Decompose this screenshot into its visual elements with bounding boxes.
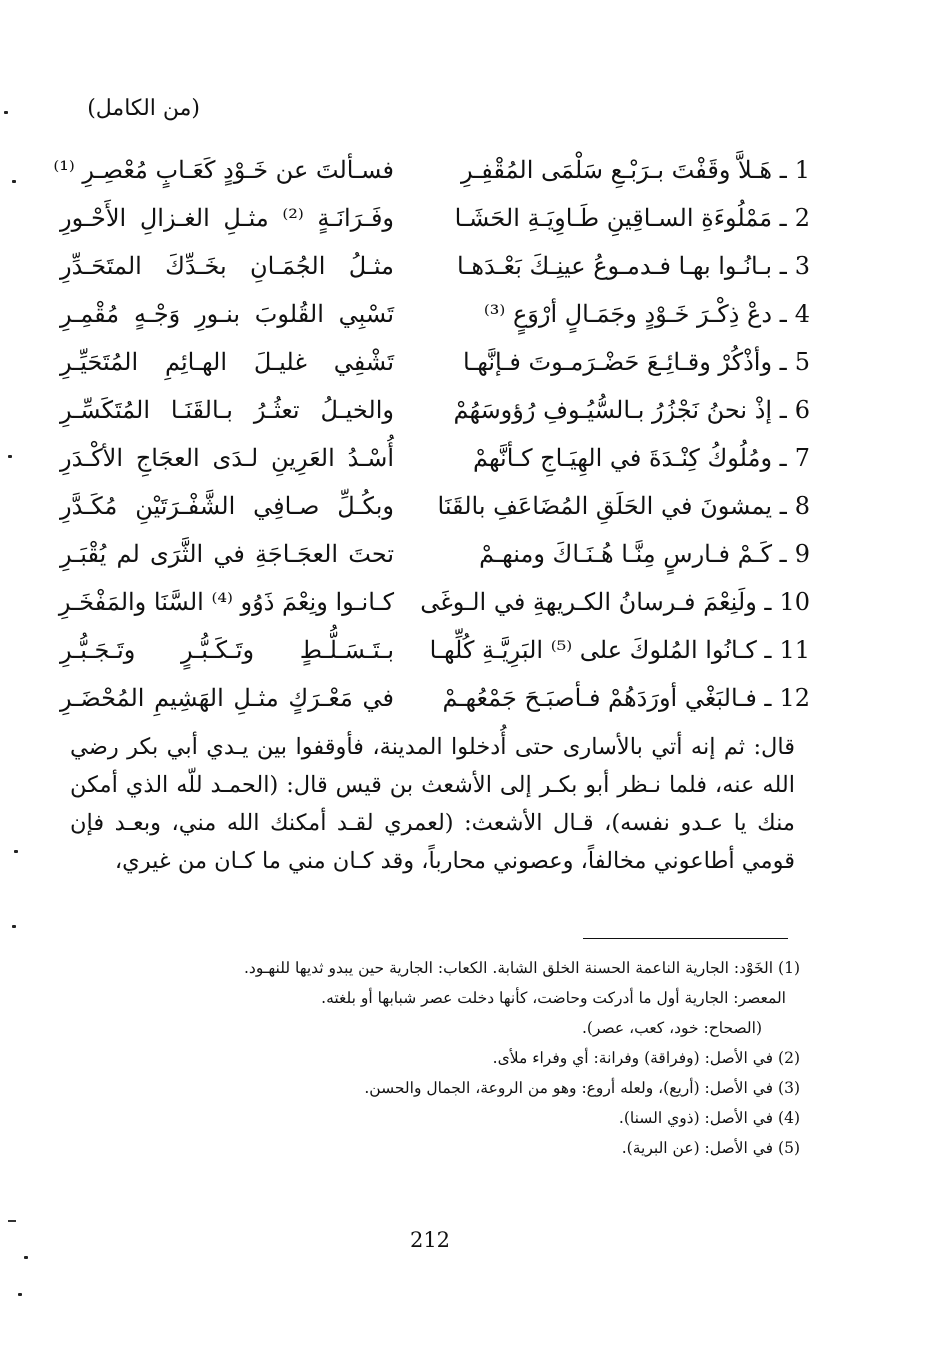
verse-row: [60, 386, 810, 434]
verse-row: [60, 242, 810, 290]
verse-number: 10: [779, 588, 810, 616]
verse-first-hemistich: [429, 626, 810, 674]
verse-row: [60, 434, 810, 482]
meter-label: (من الكامل): [87, 96, 200, 121]
verse-first-hemistich: [440, 674, 810, 722]
verse-first-hemistich: [440, 242, 810, 290]
verse-first-text: ـ ومُلُوكُ كِنْـدَةَ في الهِيَـاجِ كـأنَّهمْ: [473, 444, 787, 472]
verse-first-text: ـ كـانُوا المُلوكَ على ⁽⁵⁾ البَرِيَّـةِ كُلِّهـا: [429, 636, 772, 664]
verse-number: 3: [794, 252, 810, 280]
verse-first-text: ـ ولَنِعْمَ فـرسانُ الكـريهةِ في الـوغَى: [420, 588, 772, 616]
verse-row: [60, 194, 810, 242]
footnote: (الصحاح: خود، كعب، عصر).: [581, 1019, 762, 1037]
footnote: (4) في الأصل: (ذوي السنا).: [618, 1109, 800, 1127]
verse-second-hemistich: فسـألتَ عن خَـوْدٍ كَعَـابٍ مُعْصِـرِ ⁽¹⁾: [53, 156, 394, 184]
scan-speck: [12, 180, 16, 183]
verse-row: [60, 530, 810, 578]
verse-second-hemistich: تَشْفِي غليـلَ الهـائِمِ المُتَحَيِّـرِ: [60, 348, 394, 376]
verse-number: 11: [779, 636, 810, 664]
verse-second-hemistich: كـانـوا ونِعْمَ ذَوُو ⁽⁴⁾ السَّنَا والمَفْخَـرِ: [58, 588, 394, 616]
verse-first-text: ـ كَـمْ فـارسٍ مِنَّـا هُـنَـاكَ ومنهـمْ: [479, 540, 787, 568]
verse-second-hemistich: تَسْبِي القُلوبَ بنـورِ وَجْـهٍ مُقْمِـرِ: [60, 300, 394, 328]
prose-paragraph: [70, 728, 795, 880]
verse-first-text: ـ مَمْلُوءَةِ السـاقِينِ طَـاوِيَـةِ الحَشَـا: [454, 204, 787, 232]
verse-first-text: ـ يمشونَ في الحَلَقِ المُضَاعَفِ بالقَنَا: [437, 492, 787, 520]
verse-first-text: ـ إذْ نحنُ نَجْزُرُ بـالسُّيُـوفِ رُؤوسَهُمْ: [453, 396, 787, 424]
scan-speck: [12, 925, 16, 928]
verse-first-text: ـ دعْ ذِكْـرَ خَـوْدٍ وجَمَـالٍ أرْوَعٍ ⁽³⁾: [483, 300, 787, 328]
verse-number: 12: [779, 684, 810, 712]
verse-first-hemistich: [440, 338, 810, 386]
verse-second-hemistich: مثـلُ الجُمَـانِ بخَـدِّكَ المتَحَـدِّرِ: [60, 252, 394, 280]
footnote: المعصر: الجارية أول ما أدركت وحاضت، كأنها دخلت عصر شبابها أو بلغته.: [321, 989, 786, 1007]
verse-number: 1: [794, 156, 810, 184]
scan-speck: [8, 455, 12, 458]
verse-number: 8: [794, 492, 810, 520]
page-number: 212: [409, 1228, 451, 1252]
verse-number: 2: [794, 204, 810, 232]
verse-second-hemistich: بـتَـسَـلُّـطٍ وتَـكَـبُّـرٍ وتَـجَـبُّـرِ: [60, 636, 394, 664]
verse-row: [60, 578, 810, 626]
footnotes: [160, 953, 800, 1163]
footnote: (2) في الأصل: (وفراقة) وفرانة: أي وفراء ملأى.: [492, 1049, 800, 1067]
verse-second-hemistich: أُسْـدُ العَرِينِ لـدَى العجَاجِ الأكْـدَرِ: [60, 444, 394, 472]
verse-row: [60, 626, 810, 674]
verse-row: [60, 338, 810, 386]
verse-first-hemistich: [440, 386, 810, 434]
verse-first-hemistich: [420, 578, 810, 626]
verse-first-text: ـ هَـلاَّ وقَفْتَ بـرَبْـعِ سَلْمَى المُقْفِـرِ: [460, 156, 787, 184]
verse-first-hemistich: [440, 530, 810, 578]
verse-second-hemistich: تحتَ العجَـاجَةِ في الثَّرَى لم يُقْبَـرِ: [60, 540, 394, 568]
verse-row: [60, 290, 810, 338]
verse-first-hemistich: [440, 434, 810, 482]
verse-row: [60, 674, 810, 722]
verse-number: 6: [794, 396, 810, 424]
verse-second-hemistich: في مَعْـرَكٍ مثـلِ الهَشِيمِ المُحْضَـرِ: [60, 684, 394, 712]
verse-first-hemistich: [440, 146, 810, 194]
verse-first-text: ـ بـانُـوا بهـا فـدمـوعُ عينِـكَ بَعْـدَهـا: [457, 252, 787, 280]
verse-number: 9: [794, 540, 810, 568]
verse-number: 7: [794, 444, 810, 472]
verse-second-hemistich: وفَـرَانَـةٍ ⁽²⁾ مثـلِ الغـزالِ الأَحْـورِ: [60, 204, 395, 232]
footnote: (1) الخَوْد: الجارية الناعمة الحسنة الخلق الشابة. الكعاب: الجارية حين يبدو ثديها للنهـود.: [244, 959, 800, 977]
verse-row: [53, 146, 810, 194]
scan-mark: [8, 1220, 16, 1222]
scan-speck: [14, 850, 18, 853]
verse-first-hemistich: [440, 290, 810, 338]
prose-text: قال: ثم إنه أتي بالأسارى حتى أُدخلوا المدينة، فأوقفوا بين يـدي أبي بكر رضي الله عنه، فلما نـظر أبو بكـر إلى الأشعث بن قيس قال: (الحمـد للّه الذي أمكن منك يا عـدو نفسه)، قـال الأشعث: (لعمري لقـد أمكنك الله مني، وبعـد فإن قومي أطاعوني مخالفاً، وعصوني محارباً، وقد كـان مني ما كـان من غيري،: [70, 734, 795, 874]
footnote-separator: [583, 938, 788, 939]
scan-speck: [18, 1293, 22, 1296]
scan-speck: [24, 1256, 28, 1259]
footnote: (3) في الأصل: (أريع)، ولعله أروع: وهو من الروعة، الجمال والحسن.: [364, 1079, 800, 1097]
verse-first-hemistich: [440, 194, 810, 242]
verse-first-text: ـ فـالبَغْي أورَدَهُمْ فـأصبَـحَ جَمْعُهـمْ: [442, 684, 772, 712]
verse-second-hemistich: والخيـلُ تعثُـرُ بـالقَنَـا المُتَكَسِّـرِ: [60, 396, 394, 424]
verse-number: 5: [794, 348, 810, 376]
poem: [53, 146, 810, 722]
verse-second-hemistich: وبكُـلِّ صـافِي الشَّفْـرَتَيْنِ مُكَـدَّرِ: [60, 492, 394, 520]
scan-speck: [4, 111, 8, 114]
footnote: (5) في الأصل: (عن البرية).: [621, 1139, 800, 1157]
verse-row: [60, 482, 810, 530]
verse-first-text: ـ وأذْكُرْ وقـائِـعَ حَضْـرَمـوتَ فـإنَّهـا: [462, 348, 787, 376]
verse-number: 4: [794, 300, 810, 328]
verse-first-hemistich: [437, 482, 810, 530]
